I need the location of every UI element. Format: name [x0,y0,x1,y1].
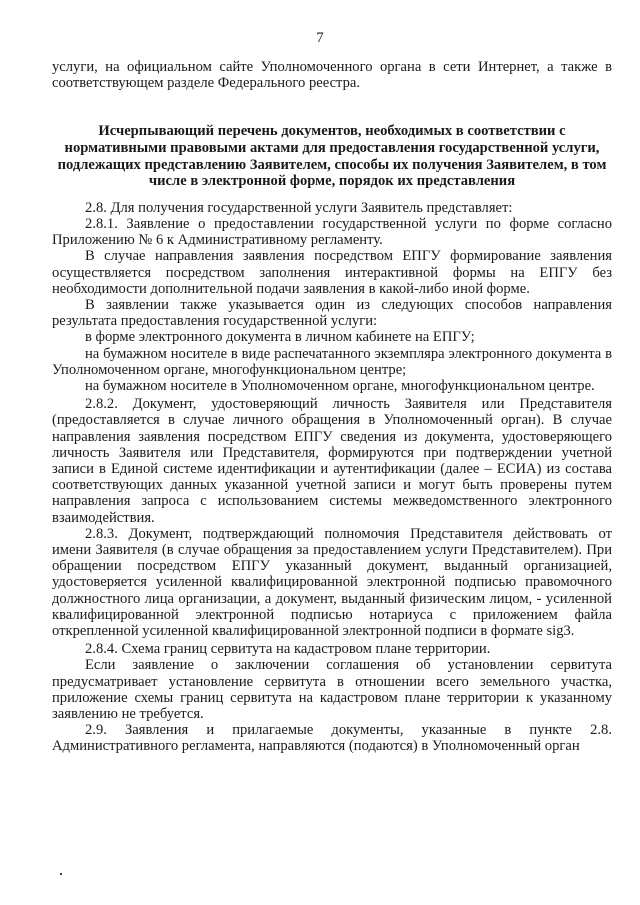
list-item-electronic: в форме электронного документа в личном кабинете на ЕПГУ; [85,329,475,346]
scan-speck [60,873,62,875]
paragraph-2-8-4: 2.8.4. Схема границ сервитута на кадастровом плане территории. [85,641,491,658]
list-item-paper-office: на бумажном носителе в Уполномоченном органе, многофункциональном центре. [85,378,595,395]
list-item-paper-printed: на бумажном носителе в виде распечатанного экземпляра электронного документа в Уполномоченном органе, многофункциональном центре; [52,345,612,378]
paragraph-epgu-form: В случае направления заявления посредством ЕПГУ формирование заявления осуществляется посредством заполнения интерактивной формы на ЕПГУ без необходимости дополнительной подачи заявления в какой-либо иной форме. [52,248,612,297]
paragraph-2-8-1: 2.8.1. Заявление о предоставлении государственной услуги по форме согласно Приложению № 6 к Административному регламенту. [52,215,612,249]
paragraph-2-8: 2.8. Для получения государственной услуги Заявитель представляет: [85,199,513,216]
paragraph-2-8-2: 2.8.2. Документ, удостоверяющий личность Заявителя или Представителя (предоставляется в случае личного обращения в Уполномоченный орган). В случае направления заявления посредством ЕПГУ сведения из документа, удостоверяющего личность Заявителя или Представителя, формируются при подтверждении учетной записи в Единой системе идентификации и аутентификации (далее – ЕСИА) из состава соответствующих данных указанной учетной записи и могут быть проверены путем направления запроса с использованием системы межведомственного электронного взаимодействия. [52,396,612,526]
paragraph-2-8-3: 2.8.3. Документ, подтверждающий полномочия Представителя действовать от имени Заявителя (в случае обращения за предоставлением услуги Представителем). При обращении посредством ЕПГУ указанный документ, выданный организацией, удостоверяется усиленной квалифицированной электронной подписью правомочного должностного лица организации, а документ, выданный физическим лицом, - усиленной квалифицированной электронной подписью нотариуса с приложением файла открепленной усиленной квалифицированной электронной подписи в формате sig3. [52,525,612,640]
paragraph-servitude: Если заявление о заключении соглашения об установлении сервитута предусматривает установление сервитута в отношении всего земельного участка, приложение схемы границ сервитута на кадастровом плане территории к указанному заявлению не требуется. [52,657,612,723]
paragraph-result-methods: В заявлении также указывается один из следующих способов направления результата предоставления государственной услуги: [52,297,612,330]
paragraph-intro: услуги, на официальном сайте Уполномоченного органа в сети Интернет, а также в соответствующем разделе Федерального реестра. [52,59,612,92]
paragraph-2-9: 2.9. Заявления и прилагаемые документы, указанные в пункте 2.8. Административного регламента, направляются (подаются) в Уполномоченный орган [52,722,612,755]
page-number: 7 [316,30,324,46]
section-heading: Исчерпывающий перечень документов, необходимых в соответствии с нормативными правовыми актами для предоставления государственной услуги, подлежащих представлению Заявителем, способы их получения Заявителем, в том числе в электронной форме, порядок их представления [57,123,607,190]
document-body [52,59,612,755]
